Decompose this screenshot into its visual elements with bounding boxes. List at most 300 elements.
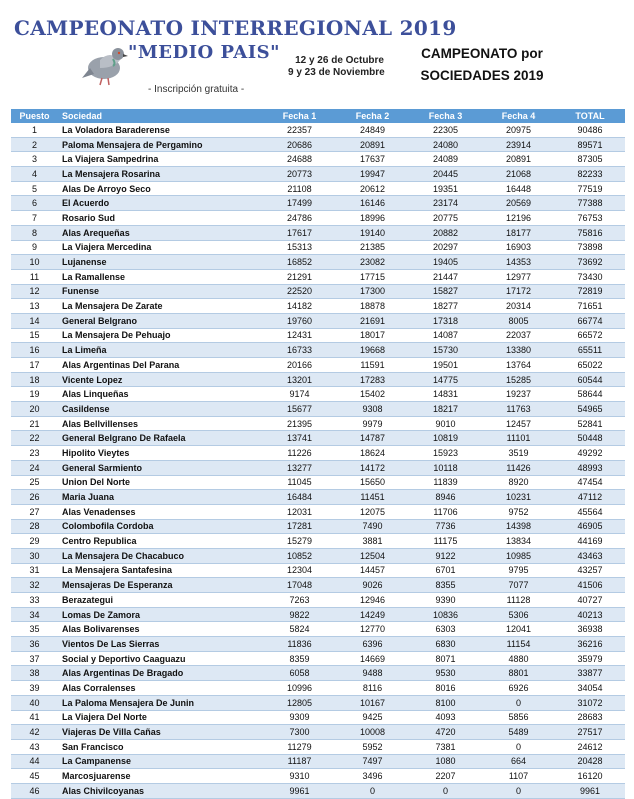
cell-fecha-3: 10836: [409, 607, 482, 622]
cell-fecha-2: 19947: [336, 167, 409, 182]
cell-fecha-4: 0: [482, 739, 555, 754]
cell-fecha-3: 18217: [409, 402, 482, 417]
cell-total: 54965: [555, 402, 625, 417]
cell-fecha-3: 8016: [409, 681, 482, 696]
cell-fecha-1: 17499: [263, 196, 336, 211]
cell-puesto: 19: [11, 387, 58, 402]
cell-fecha-1: 21108: [263, 181, 336, 196]
cell-puesto: 13: [11, 299, 58, 314]
free-registration-note: - Inscripción gratuita -: [148, 84, 245, 95]
cell-fecha-1: 13201: [263, 372, 336, 387]
cell-fecha-4: 22037: [482, 328, 555, 343]
cell-fecha-4: 12457: [482, 416, 555, 431]
cell-sociedad: La Viajera Mercedina: [58, 240, 263, 255]
cell-puesto: 41: [11, 710, 58, 725]
cell-sociedad: Rosario Sud: [58, 211, 263, 226]
cell-fecha-2: 20612: [336, 181, 409, 196]
table-row: [11, 284, 625, 299]
dates-line-1: 12 y 26 de Octubre: [295, 55, 384, 66]
cell-total: 49292: [555, 446, 625, 461]
cell-total: 65022: [555, 358, 625, 373]
table-row: [11, 358, 625, 373]
cell-fecha-3: 14831: [409, 387, 482, 402]
cell-fecha-4: 0: [482, 695, 555, 710]
cell-fecha-4: 9752: [482, 504, 555, 519]
cell-total: 90486: [555, 123, 625, 137]
table-row: [11, 152, 625, 167]
cell-total: 77519: [555, 181, 625, 196]
cell-fecha-1: 12304: [263, 563, 336, 578]
cell-puesto: 27: [11, 504, 58, 519]
cell-sociedad: San Francisco: [58, 739, 263, 754]
cell-fecha-3: 4720: [409, 725, 482, 740]
cell-total: 82233: [555, 167, 625, 182]
cell-total: 43257: [555, 563, 625, 578]
cell-fecha-3: 8100: [409, 695, 482, 710]
table-row: [11, 460, 625, 475]
cell-fecha-4: 20891: [482, 152, 555, 167]
table-row: [11, 181, 625, 196]
cell-fecha-2: 19140: [336, 225, 409, 240]
cell-fecha-4: 10231: [482, 490, 555, 505]
cell-sociedad: Berazategui: [58, 593, 263, 608]
cell-total: 33877: [555, 666, 625, 681]
cell-sociedad: Marcosjuarense: [58, 769, 263, 784]
cell-total: 71651: [555, 299, 625, 314]
cell-total: 27517: [555, 725, 625, 740]
cell-fecha-1: 5824: [263, 622, 336, 637]
cell-fecha-2: 18017: [336, 328, 409, 343]
cell-fecha-3: 9122: [409, 548, 482, 563]
cell-fecha-1: 9310: [263, 769, 336, 784]
cell-sociedad: Alas Chivilcoyanas: [58, 783, 263, 798]
table-row: [11, 211, 625, 226]
table-row: [11, 123, 625, 137]
cell-sociedad: Alas Bellvillenses: [58, 416, 263, 431]
cell-fecha-4: 12041: [482, 622, 555, 637]
cell-fecha-3: 14087: [409, 328, 482, 343]
cell-fecha-1: 8359: [263, 651, 336, 666]
cell-fecha-3: 17318: [409, 313, 482, 328]
cell-puesto: 40: [11, 695, 58, 710]
cell-fecha-3: 20882: [409, 225, 482, 240]
cell-fecha-3: 9010: [409, 416, 482, 431]
cell-fecha-2: 9979: [336, 416, 409, 431]
cell-fecha-2: 9488: [336, 666, 409, 681]
cell-puesto: 37: [11, 651, 58, 666]
cell-fecha-3: 20445: [409, 167, 482, 182]
cell-fecha-2: 9308: [336, 402, 409, 417]
table-row: [11, 651, 625, 666]
cell-sociedad: Social y Deportivo Caaguazu: [58, 651, 263, 666]
cell-fecha-4: 20314: [482, 299, 555, 314]
table-row: [11, 196, 625, 211]
cell-fecha-4: 13834: [482, 534, 555, 549]
table-row: [11, 416, 625, 431]
cell-puesto: 31: [11, 563, 58, 578]
cell-sociedad: Paloma Mensajera de Pergamino: [58, 137, 263, 152]
table-row: [11, 490, 625, 505]
cell-fecha-2: 9026: [336, 578, 409, 593]
cell-fecha-2: 20891: [336, 137, 409, 152]
table-row: [11, 519, 625, 534]
cell-fecha-1: 11045: [263, 475, 336, 490]
table-row: [11, 666, 625, 681]
standings-table: [11, 109, 625, 799]
cell-sociedad: Alas Corralenses: [58, 681, 263, 696]
cell-fecha-2: 18624: [336, 446, 409, 461]
cell-total: 43463: [555, 548, 625, 563]
cell-fecha-1: 20166: [263, 358, 336, 373]
cell-fecha-4: 20569: [482, 196, 555, 211]
cell-sociedad: Alas Linqueñas: [58, 387, 263, 402]
cell-fecha-4: 13380: [482, 343, 555, 358]
cell-fecha-2: 17715: [336, 269, 409, 284]
cell-fecha-4: 16448: [482, 181, 555, 196]
cell-sociedad: La Viajera Sampedrina: [58, 152, 263, 167]
cell-total: 52841: [555, 416, 625, 431]
cell-fecha-4: 664: [482, 754, 555, 769]
cell-fecha-3: 15827: [409, 284, 482, 299]
cell-fecha-4: 1107: [482, 769, 555, 784]
cell-fecha-2: 9425: [336, 710, 409, 725]
cell-puesto: 43: [11, 739, 58, 754]
cell-fecha-2: 17283: [336, 372, 409, 387]
cell-total: 48993: [555, 460, 625, 475]
cell-sociedad: La Mensajera De Pehuajo: [58, 328, 263, 343]
cell-fecha-4: 0: [482, 783, 555, 798]
cell-puesto: 35: [11, 622, 58, 637]
table-row: [11, 372, 625, 387]
cell-total: 75816: [555, 225, 625, 240]
cell-sociedad: General Sarmiento: [58, 460, 263, 475]
cell-fecha-1: 14182: [263, 299, 336, 314]
cell-fecha-3: 2207: [409, 769, 482, 784]
cell-puesto: 3: [11, 152, 58, 167]
cell-fecha-3: 9390: [409, 593, 482, 608]
cell-fecha-2: 10167: [336, 695, 409, 710]
col-sociedad: Sociedad: [58, 109, 263, 123]
table-row: [11, 695, 625, 710]
cell-fecha-1: 17617: [263, 225, 336, 240]
cell-fecha-2: 8116: [336, 681, 409, 696]
table-row: [11, 240, 625, 255]
cell-fecha-2: 18996: [336, 211, 409, 226]
cell-fecha-2: 14172: [336, 460, 409, 475]
cell-fecha-4: 12196: [482, 211, 555, 226]
cell-puesto: 33: [11, 593, 58, 608]
cell-puesto: 26: [11, 490, 58, 505]
cell-fecha-1: 6058: [263, 666, 336, 681]
cell-total: 9961: [555, 783, 625, 798]
cell-fecha-1: 15313: [263, 240, 336, 255]
cell-fecha-1: 11279: [263, 739, 336, 754]
cell-fecha-2: 5952: [336, 739, 409, 754]
cell-fecha-2: 14249: [336, 607, 409, 622]
cell-fecha-3: 11706: [409, 504, 482, 519]
cell-fecha-3: 23174: [409, 196, 482, 211]
cell-total: 28683: [555, 710, 625, 725]
cell-total: 87305: [555, 152, 625, 167]
cell-fecha-2: 12075: [336, 504, 409, 519]
cell-fecha-2: 12770: [336, 622, 409, 637]
table-row: [11, 402, 625, 417]
cell-fecha-3: 9530: [409, 666, 482, 681]
cell-fecha-2: 12504: [336, 548, 409, 563]
cell-fecha-4: 5489: [482, 725, 555, 740]
cell-fecha-1: 17281: [263, 519, 336, 534]
table-row: [11, 225, 625, 240]
table-row: [11, 783, 625, 798]
cell-fecha-4: 11101: [482, 431, 555, 446]
cell-fecha-3: 19351: [409, 181, 482, 196]
cell-puesto: 12: [11, 284, 58, 299]
cell-sociedad: General Belgrano De Rafaela: [58, 431, 263, 446]
cell-sociedad: La Mensajera Rosarina: [58, 167, 263, 182]
cell-puesto: 10: [11, 255, 58, 270]
cell-fecha-4: 5856: [482, 710, 555, 725]
cell-fecha-1: 24786: [263, 211, 336, 226]
cell-fecha-3: 24080: [409, 137, 482, 152]
cell-fecha-1: 20773: [263, 167, 336, 182]
cell-sociedad: Colombofila Cordoba: [58, 519, 263, 534]
cell-sociedad: Mensajeras De Esperanza: [58, 578, 263, 593]
cell-fecha-3: 15923: [409, 446, 482, 461]
cell-puesto: 11: [11, 269, 58, 284]
cell-total: 73430: [555, 269, 625, 284]
championship-title: CAMPEONATO INTERREGIONAL 2019: [14, 16, 457, 40]
cell-sociedad: Hipolito Vieytes: [58, 446, 263, 461]
cell-sociedad: La Mensajera De Zarate: [58, 299, 263, 314]
cell-total: 47112: [555, 490, 625, 505]
col-fecha-3: Fecha 3: [409, 109, 482, 123]
cell-total: 77388: [555, 196, 625, 211]
cell-fecha-3: 8946: [409, 490, 482, 505]
cell-puesto: 22: [11, 431, 58, 446]
cell-puesto: 30: [11, 548, 58, 563]
cell-fecha-2: 10008: [336, 725, 409, 740]
cell-fecha-1: 16852: [263, 255, 336, 270]
cell-puesto: 44: [11, 754, 58, 769]
cell-puesto: 36: [11, 637, 58, 652]
cell-fecha-4: 4880: [482, 651, 555, 666]
cell-sociedad: Vicente Lopez: [58, 372, 263, 387]
cell-fecha-2: 11451: [336, 490, 409, 505]
table-row: [11, 637, 625, 652]
cell-fecha-4: 13764: [482, 358, 555, 373]
cell-fecha-2: 24849: [336, 123, 409, 137]
cell-puesto: 18: [11, 372, 58, 387]
cell-fecha-4: 16903: [482, 240, 555, 255]
table-row: [11, 754, 625, 769]
cell-fecha-2: 11591: [336, 358, 409, 373]
cell-fecha-3: 14775: [409, 372, 482, 387]
cell-fecha-1: 12805: [263, 695, 336, 710]
cell-total: 20428: [555, 754, 625, 769]
cell-fecha-2: 7497: [336, 754, 409, 769]
cell-fecha-2: 7490: [336, 519, 409, 534]
cell-fecha-3: 7736: [409, 519, 482, 534]
cell-puesto: 14: [11, 313, 58, 328]
cell-puesto: 7: [11, 211, 58, 226]
cell-sociedad: La Paloma Mensajera De Junin: [58, 695, 263, 710]
cell-sociedad: Alas Bolivarenses: [58, 622, 263, 637]
cell-fecha-4: 17172: [482, 284, 555, 299]
cell-fecha-2: 19668: [336, 343, 409, 358]
table-row: [11, 313, 625, 328]
cell-fecha-4: 10985: [482, 548, 555, 563]
cell-puesto: 5: [11, 181, 58, 196]
cell-fecha-2: 14787: [336, 431, 409, 446]
cell-sociedad: Funense: [58, 284, 263, 299]
cell-total: 73898: [555, 240, 625, 255]
table-row: [11, 725, 625, 740]
cell-sociedad: Maria Juana: [58, 490, 263, 505]
cell-fecha-3: 22305: [409, 123, 482, 137]
cell-fecha-1: 17048: [263, 578, 336, 593]
cell-fecha-2: 17300: [336, 284, 409, 299]
cell-fecha-1: 9174: [263, 387, 336, 402]
cell-sociedad: General Belgrano: [58, 313, 263, 328]
col-puesto: Puesto: [11, 109, 58, 123]
pigeon-icon: [80, 38, 132, 88]
table-row: [11, 563, 625, 578]
cell-fecha-1: 20686: [263, 137, 336, 152]
cell-total: 46905: [555, 519, 625, 534]
cell-sociedad: Union Del Norte: [58, 475, 263, 490]
cell-total: 58644: [555, 387, 625, 402]
cell-sociedad: La Campanense: [58, 754, 263, 769]
cell-sociedad: Alas Venadenses: [58, 504, 263, 519]
cell-sociedad: La Mensajera Santafesina: [58, 563, 263, 578]
cell-total: 40213: [555, 607, 625, 622]
table-row: [11, 475, 625, 490]
cell-total: 76753: [555, 211, 625, 226]
cell-fecha-1: 21395: [263, 416, 336, 431]
table-row: [11, 769, 625, 784]
cell-total: 41506: [555, 578, 625, 593]
cell-fecha-4: 7077: [482, 578, 555, 593]
cell-fecha-3: 10819: [409, 431, 482, 446]
table-row: [11, 607, 625, 622]
cell-fecha-4: 3519: [482, 446, 555, 461]
cell-fecha-3: 24089: [409, 152, 482, 167]
race-dates: [288, 55, 384, 79]
cell-total: 45564: [555, 504, 625, 519]
table-row: [11, 739, 625, 754]
col-fecha-1: Fecha 1: [263, 109, 336, 123]
cell-fecha-3: 21447: [409, 269, 482, 284]
cell-fecha-3: 19501: [409, 358, 482, 373]
cell-fecha-1: 22520: [263, 284, 336, 299]
cell-puesto: 42: [11, 725, 58, 740]
table-row: [11, 534, 625, 549]
cell-puesto: 9: [11, 240, 58, 255]
table-row: [11, 622, 625, 637]
cell-sociedad: El Acuerdo: [58, 196, 263, 211]
cell-fecha-3: 4093: [409, 710, 482, 725]
cell-total: 72819: [555, 284, 625, 299]
cell-puesto: 25: [11, 475, 58, 490]
table-row: [11, 269, 625, 284]
cell-fecha-1: 10852: [263, 548, 336, 563]
cell-fecha-3: 0: [409, 783, 482, 798]
cell-fecha-2: 15402: [336, 387, 409, 402]
cell-fecha-4: 11128: [482, 593, 555, 608]
table-row: [11, 167, 625, 182]
table-row: [11, 446, 625, 461]
cell-fecha-1: 24688: [263, 152, 336, 167]
cell-fecha-1: 16484: [263, 490, 336, 505]
cell-sociedad: La Limeña: [58, 343, 263, 358]
cell-fecha-4: 11763: [482, 402, 555, 417]
cell-fecha-4: 12977: [482, 269, 555, 284]
cell-sociedad: Casildense: [58, 402, 263, 417]
cell-fecha-4: 23914: [482, 137, 555, 152]
cell-puesto: 24: [11, 460, 58, 475]
dates-line-2: 9 y 23 de Noviembre: [288, 67, 385, 78]
cell-sociedad: Alas Argentinas Del Parana: [58, 358, 263, 373]
cell-puesto: 16: [11, 343, 58, 358]
cell-fecha-3: 20775: [409, 211, 482, 226]
cell-puesto: 20: [11, 402, 58, 417]
cell-puesto: 45: [11, 769, 58, 784]
cell-puesto: 6: [11, 196, 58, 211]
table-row: [11, 137, 625, 152]
cell-fecha-3: 10118: [409, 460, 482, 475]
table-row: [11, 710, 625, 725]
societies-heading-line-1: CAMPEONATO por: [421, 46, 543, 61]
cell-fecha-3: 20297: [409, 240, 482, 255]
cell-fecha-4: 11426: [482, 460, 555, 475]
cell-fecha-4: 8920: [482, 475, 555, 490]
cell-fecha-3: 6701: [409, 563, 482, 578]
cell-total: 47454: [555, 475, 625, 490]
table-header-row: [11, 109, 625, 123]
cell-fecha-4: 19237: [482, 387, 555, 402]
cell-fecha-1: 10996: [263, 681, 336, 696]
cell-fecha-3: 6303: [409, 622, 482, 637]
table-row: [11, 593, 625, 608]
cell-total: 36938: [555, 622, 625, 637]
cell-sociedad: Alas Argentinas De Bragado: [58, 666, 263, 681]
cell-puesto: 46: [11, 783, 58, 798]
cell-total: 31072: [555, 695, 625, 710]
societies-heading-line-2: SOCIEDADES 2019: [420, 68, 544, 83]
cell-fecha-2: 12946: [336, 593, 409, 608]
cell-puesto: 29: [11, 534, 58, 549]
cell-fecha-3: 19405: [409, 255, 482, 270]
cell-fecha-1: 21291: [263, 269, 336, 284]
championship-subtitle: "MEDIO PAIS": [128, 42, 280, 63]
table-row: [11, 504, 625, 519]
cell-fecha-1: 16733: [263, 343, 336, 358]
cell-total: 66774: [555, 313, 625, 328]
cell-sociedad: La Viajera Del Norte: [58, 710, 263, 725]
cell-sociedad: La Mensajera De Chacabuco: [58, 548, 263, 563]
cell-total: 34054: [555, 681, 625, 696]
cell-fecha-3: 18277: [409, 299, 482, 314]
table-row: [11, 548, 625, 563]
cell-fecha-1: 11187: [263, 754, 336, 769]
cell-fecha-4: 6926: [482, 681, 555, 696]
cell-sociedad: Lujanense: [58, 255, 263, 270]
col-fecha-4: Fecha 4: [482, 109, 555, 123]
societies-championship-heading: [402, 43, 562, 87]
col-fecha-2: Fecha 2: [336, 109, 409, 123]
cell-puesto: 32: [11, 578, 58, 593]
table-row: [11, 299, 625, 314]
